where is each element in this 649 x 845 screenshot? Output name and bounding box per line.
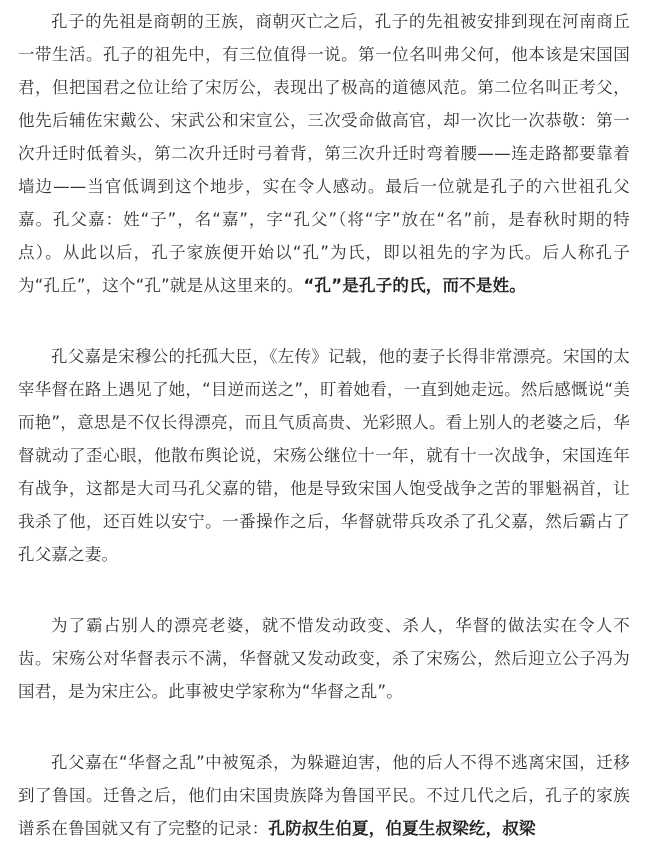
- paragraph-kong-fujia: [18, 340, 630, 571]
- bold-highlight: 孔防叔生伯夏，伯夏生叔梁纥，叔梁: [268, 819, 536, 838]
- paragraph-ancestors: [18, 5, 630, 302]
- article-body: [18, 0, 630, 845]
- paragraph-migration: [18, 746, 630, 845]
- paragraph-text: 为了霸占别人的漂亮老婆，就不惜发动政变、杀人，华督的做法实在令人不齿。宋殇公对华督表示不满，华督就又发动政变，杀了宋殇公，然后迎立公子冯为国君，是为宋庄公。此事被史学家称为“华督之乱”。: [18, 616, 630, 701]
- bold-highlight: “孔”是孔子的氏，而不是姓。: [303, 276, 526, 295]
- paragraph-huadu-coup: [18, 609, 630, 708]
- paragraph-text: 孔父嘉是宋穆公的托孤大臣，《左传》记载，他的妻子长得非常漂亮。宋国的太宰华督在路上遇见了她，“目逆而送之”，盯着她看，一直到她走远。然后感慨说“美而艳”，意思是不仅长得漂亮，而且气质高贵、光彩照人。看上别人的老婆之后，华督就动了歪心眼，他散布舆论说，宋殇公继位十一年，就有十一次战争，宋国连年有战争，这都是大司马孔父嘉的错，他是导致宋国人饱受战争之苦的罪魁祸首，让我杀了他，还百姓以安宁。一番操作之后，华督就带兵攻杀了孔父嘉，然后霸占了孔父嘉之妻。: [18, 347, 630, 564]
- paragraph-text: 孔父嘉在“华督之乱”中被冤杀，为躲避迫害，他的后人不得不逃离宋国，迁移到了鲁国。迁鲁之后，他们由宋国贵族降为鲁国平民。不过几代之后，孔子的家族谱系在鲁国就又有了完整的记录：: [18, 753, 630, 838]
- paragraph-text: 孔子的先祖是商朝的王族，商朝灭亡之后，孔子的先祖被安排到现在河南商丘一带生活。孔子的祖先中，有三位值得一说。第一位名叫弗父何，他本该是宋国国君，但把国君之位让给了宋厉公，表现出了极高的道德风范。第二位名叫正考父，他先后辅佐宋戴公、宋武公和宋宣公，三次受命做高官，却一次比一次恭敬：第一次升迁时低着头，第二次升迁时弓着背，第三次升迁时弯着腰——连走路都要靠着墙边——当官低调到这个地步，实在令人感动。最后一位就是孔子的六世祖孔父嘉。孔父嘉：姓“子”，名“嘉”，字“孔父”（将“字”放在“名”前，是春秋时期的特点）。从此以后，孔子家族便开始以“孔”为氏，即以祖先的字为氏。后人称孔子为“孔丘”，这个“孔”就是从这里来的。: [18, 12, 630, 295]
